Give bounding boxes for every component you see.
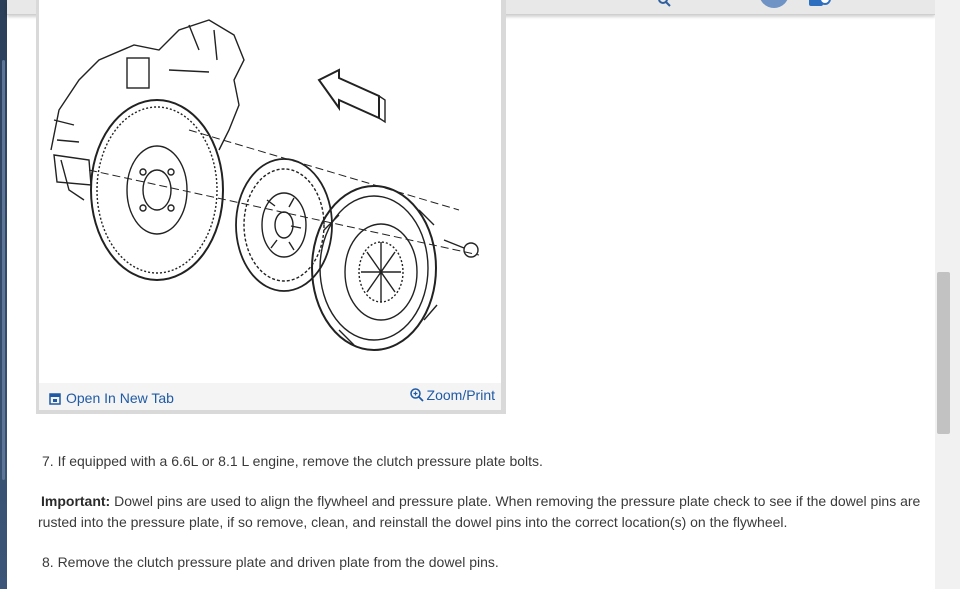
zoom-print-label: Zoom/Print bbox=[426, 387, 495, 403]
step-8-text: 8. Remove the clutch pressure plate and driven plate from the dowel pins. bbox=[42, 554, 499, 570]
open-in-new-tab-label: Open In New Tab bbox=[66, 390, 174, 406]
extension-icon[interactable] bbox=[809, 0, 831, 6]
left-window-edge bbox=[0, 0, 7, 589]
scrollbar-thumb[interactable] bbox=[937, 272, 950, 434]
open-in-new-tab-link[interactable] bbox=[49, 390, 174, 406]
search-icon[interactable] bbox=[657, 0, 671, 8]
important-note bbox=[38, 491, 928, 533]
avatar[interactable] bbox=[759, 0, 789, 8]
figure-container bbox=[36, 0, 506, 414]
important-label: Important: bbox=[41, 493, 111, 509]
zoom-in-icon bbox=[410, 388, 424, 402]
figure-toolbar bbox=[39, 383, 501, 410]
step-7-text: 7. If equipped with a 6.6L or 8.1 L engine, remove the clutch pressure plate bolts. bbox=[42, 453, 543, 469]
open-new-tab-icon bbox=[49, 393, 61, 405]
zoom-print-link[interactable] bbox=[410, 387, 495, 403]
clutch-diagram bbox=[39, 0, 501, 383]
important-text: Dowel pins are used to align the flywheel and pressure plate. When removing the pressure plate check to see if the dowel pins are rusted into the pressure plate, if so remove, clean, and reinstall the dowel pins into the correct location(s) on the flywheel. bbox=[38, 493, 921, 530]
